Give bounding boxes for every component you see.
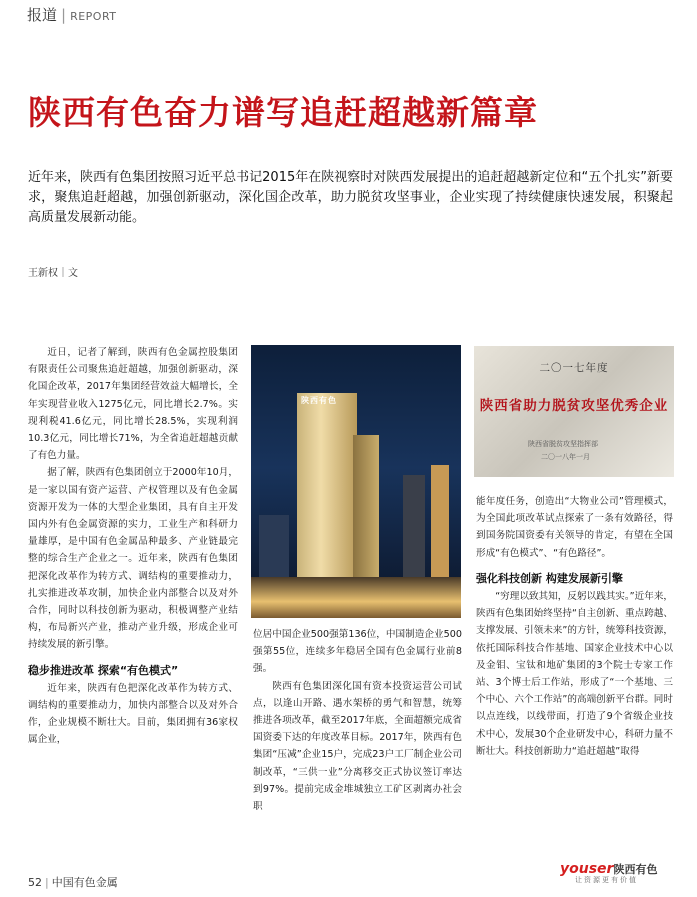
photo-tower-sign: 陕西有色 (301, 396, 337, 405)
brand-slogan: 让资源更有价值 (575, 876, 638, 884)
section-divider: | (61, 6, 67, 24)
building-photo (251, 345, 461, 618)
plaque-award: 陕西省助力脱贫攻坚优秀企业 (479, 398, 669, 414)
paragraph: 能年度任务，创造出“大物业公司”管理模式，为全国此项改革试点探索了一条有效路径，得到国务院国资委有关领导的肯定，有望在全国形成“有色模式”、“有色路径”。 (476, 496, 673, 559)
award-plaque (474, 346, 674, 477)
photo-building (431, 465, 449, 595)
section-header (27, 4, 117, 25)
logo-text-en: youser (560, 861, 614, 877)
logo-text-cn: 陕西有色 (613, 863, 658, 876)
subheading: 强化科技创新 构建发展新引擎 (476, 571, 623, 585)
footer-divider: | (45, 876, 49, 889)
page-footer (28, 874, 118, 890)
plaque-year: 二〇一七年度 (539, 362, 609, 374)
page-number: 52 (28, 876, 42, 889)
paragraph: 陕西有色集团深化国有资本投资运营公司试点，以逢山开路、遇水架桥的勇气和智慧，统筹推进各项改革，截至2017年底，全面超额完成省国资委下达的年度改革目标。2017年，陕西有色集团“压减”企业15户，完成23户工厂制企业公司制改革，“三供一业”分离移交正式协议签订率达到97%。提前完成金堆城独立工矿区剥离办社会职 (253, 680, 462, 813)
article-title: 陕西有色奋力谱写追赶超越新篇章 (28, 93, 538, 132)
paragraph: 据了解，陕西有色集团创立于2000年10月，是一家以国有资产运营、产权管理以及有色金属资源开发为一体的大型企业集团，具有自主开发国内外有色金属资源的实力，工业生产和科研力量雄厚，是中国有色金属品种最多、产业链最完整的综合生产企业之一。近年来，陕西有色集团把深化改革作为转方式、调结构的重要推动力，扎实推进改革攻制，加快企业内部整合以及对外合作，同时以科技创新为驱动，积极调整产业结构，布局新兴产业，推动产业升级，形成企业可持续发展的新引擎。 (28, 467, 238, 651)
column-2 (253, 626, 462, 815)
article-lead: 近年来，陕西有色集团按照习近平总书记2015年在陕视察时对陕西发展提出的追赶超越新定位和“五个扎实”新要求，聚焦追赶超越，加强创新驱动，深化国企改革，助力脱贫攻坚事业，企业实现了持续健康快速发展，积聚起高质量发展新动能。 (28, 170, 673, 225)
article-author: 王新权｜文 (28, 268, 78, 279)
magazine-name: 中国有色金属 (51, 876, 118, 889)
column-1 (28, 344, 238, 749)
plaque-issuer: 陕西省脱贫攻坚指挥部 (528, 440, 598, 448)
photo-street (251, 577, 461, 618)
column-3 (476, 493, 673, 760)
paragraph: 位居中国企业500强第136位，中国制造企业500强第55位，连续多年稳居全国有色金属行业前8强。 (253, 629, 462, 675)
plaque-date: 二〇一八年一月 (541, 453, 590, 461)
paragraph: 近年来，陕西有色把深化改革作为转方式、调结构的重要推动力，加快内部整合以及对外合作，企业规模不断壮大。目前，集团拥有36家权属企业， (28, 682, 238, 746)
subheading: 稳步推进改革 探索“有色模式” (28, 663, 179, 677)
paragraph: “穷理以致其知，反躬以践其实。”近年来，陕西有色集团始终坚持“自主创新、重点跨越、支撑发展、引领未来”的方针，统筹科技资源，依托国际科技合作基地、国家企业技术中心以及金钼、宝钛和地矿集团的3个院士专家工作站、3个博士后工作站，形成了“一个基地、三个中心、六个工作站”的高端创新平台群。同时以点连线，以线带面，打造了9个省级企业技术中心，发展30个企业研发中心，科研力量不断壮大。科技创新助力“追赶超越”取得 (476, 591, 674, 757)
paragraph: 近日，记者了解到，陕西有色金属控股集团有限责任公司聚焦追赶超越，加强创新驱动，深化国企改革，2017年集团经营效益大幅增长，全年实现营业收入1275亿元，同比增长2.7%。实现利税41.6亿元，同比增长28.5%，实现利润10.3亿元，同比增长71%，为全省追赶超越贡献了有色力量。 (28, 347, 238, 462)
section-label-cn: 报道 (27, 6, 58, 24)
section-label-en: REPORT (70, 10, 117, 23)
